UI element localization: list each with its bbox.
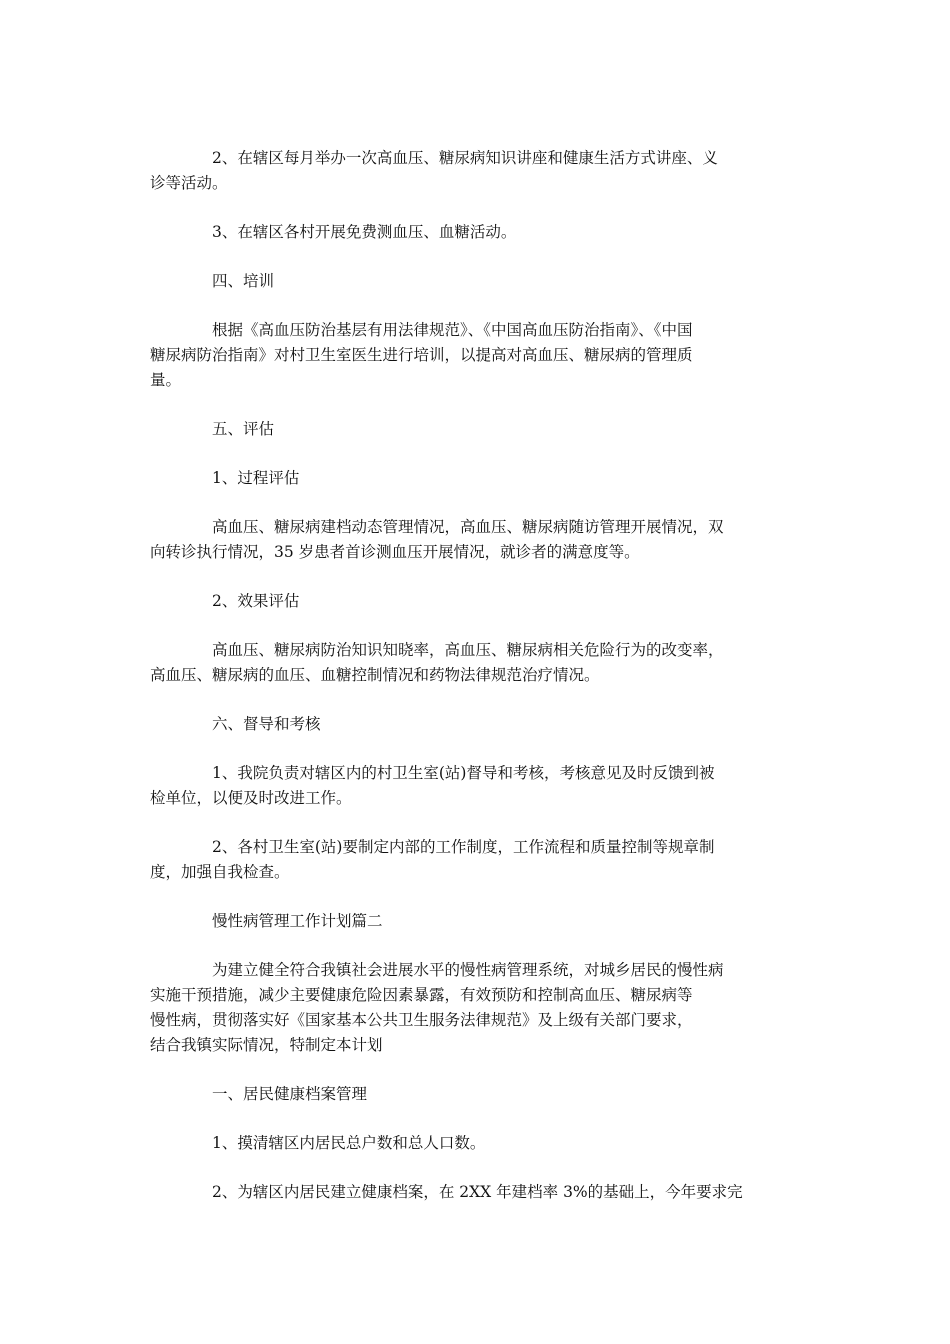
heading-text: 六、督导和考核 [212,715,321,733]
document-body [150,146,773,1229]
section-heading-evaluation [181,417,773,442]
paragraph-line: 结合我镇实际情况，特制定本计划 [150,1036,383,1054]
paragraph-line: 2、在辖区每月举办一次高血压、糖尿病知识讲座和健康生活方式讲座、义 [212,149,718,167]
section-heading-supervision [181,712,773,737]
paragraph-supervision-2 [150,835,773,885]
paragraph-line: 糖尿病防治指南》对村卫生室医生进行培训，以提高对高血压、糖尿病的管理质 [150,346,693,364]
paragraph-line: 为建立健全符合我镇社会进展水平的慢性病管理系统，对城乡居民的慢性病 [212,961,724,979]
paragraph-line: 1、我院负责对辖区内的村卫生室(站)督导和考核，考核意见及时反馈到被 [212,764,715,782]
heading-text: 2、效果评估 [212,592,300,610]
heading-text: 四、培训 [212,272,275,290]
paragraph-line: 高血压、糖尿病建档动态管理情况，高血压、糖尿病随访管理开展情况，双 [212,518,724,536]
heading-text: 五、评估 [212,420,275,438]
paragraph-free-testing [181,220,773,245]
heading-text: 一、居民健康档案管理 [212,1085,368,1103]
paragraph-line: 3、在辖区各村开展免费测血压、血糖活动。 [212,223,517,241]
paragraph-records-1 [181,1131,773,1156]
subheading-effect-evaluation [181,589,773,614]
paragraph-line: 量。 [150,371,182,389]
paragraph-line: 向转诊执行情况，35 岁患者首诊测血压开展情况，就诊者的满意度等。 [150,543,640,561]
paragraph-line: 慢性病，贯彻落实好《国家基本公共卫生服务法律规范》及上级有关部门要求， [150,1011,693,1029]
paragraph-line: 高血压、糖尿病的血压、血糖控制情况和药物法律规范治疗情况。 [150,666,600,684]
paragraph-line: 根据《高血压防治基层有用法律规范》、《中国高血压防治指南》、《中国 [212,321,693,339]
heading-text: 1、过程评估 [212,469,300,487]
section-title-plan-two [181,909,773,934]
paragraph-line: 诊等活动。 [150,174,228,192]
paragraph-line: 2、各村卫生室(站)要制定内部的工作制度，工作流程和质量控制等规章制 [212,838,715,856]
paragraph-lecture-activities [150,146,773,196]
paragraph-plan-intro [150,958,773,1058]
paragraph-line: 检单位，以便及时改进工作。 [150,789,352,807]
section-heading-training [181,269,773,294]
paragraph-training [150,318,773,393]
paragraph-line: 1、摸清辖区内居民总户数和总人口数。 [212,1134,486,1152]
heading-text: 慢性病管理工作计划篇二 [212,912,383,930]
paragraph-records-2 [181,1180,773,1205]
paragraph-process-evaluation [150,515,773,565]
section-heading-health-records [181,1082,773,1107]
paragraph-line: 高血压、糖尿病防治知识知晓率，高血压、糖尿病相关危险行为的改变率， [212,641,724,659]
paragraph-line: 2、为辖区内居民建立健康档案，在 2XX 年建档率 3%的基础上，今年要求完 [212,1183,743,1201]
paragraph-effect-evaluation [150,638,773,688]
paragraph-line: 度，加强自我检查。 [150,863,290,881]
paragraph-supervision-1 [150,761,773,811]
paragraph-line: 实施干预措施，减少主要健康危险因素暴露，有效预防和控制高血压、糖尿病等 [150,986,693,1004]
subheading-process-evaluation [181,466,773,491]
